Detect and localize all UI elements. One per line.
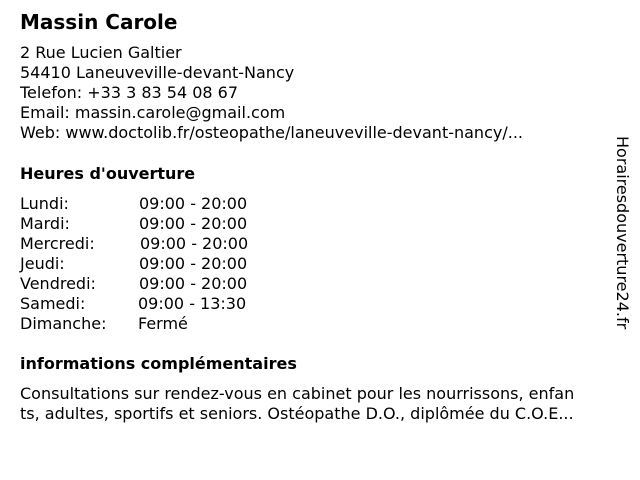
day-label: Lundi: [20,194,69,213]
info-line: Consultations sur rendez-vous en cabinet pour les nourrissons, enfan [20,384,575,403]
day-label: Vendredi: [20,274,96,293]
info-line: ts, adultes, sportifs et seniors. Ostéopathe D.O., diplômée du C.O.E... [20,404,574,423]
day-label: Dimanche: [20,314,107,333]
business-name: Massin Carole [20,10,178,34]
day-hours: 09:00 - 20:00 [139,214,248,233]
day-hours: 09:00 - 20:00 [139,254,248,273]
day-label: Jeudi: [20,254,65,273]
day-hours: Fermé [138,314,188,333]
day-label: Mardi: [20,214,70,233]
day-hours: 09:00 - 20:00 [140,234,249,253]
city-address: 54410 Laneuveville-devant-Nancy [20,63,295,82]
day-label: Samedi: [20,294,86,313]
contact-block [20,43,523,143]
phone-line: Telefon: +33 3 83 54 08 67 [20,83,239,102]
street-address: 2 Rue Lucien Galtier [20,43,182,62]
day-label: Mercredi: [20,234,95,253]
day-hours: 09:00 - 13:30 [138,294,247,313]
site-watermark: Horairesdouverture24.fr [613,136,632,330]
day-hours: 09:00 - 20:00 [139,194,248,213]
additional-info-text [20,384,634,424]
email-line: Email: massin.carole@gmail.com [20,103,286,122]
opening-hours-heading: Heures d'ouverture [20,164,196,183]
additional-info-heading: informations complémentaires [20,354,297,373]
day-hours: 09:00 - 20:00 [139,274,248,293]
web-line: Web: www.doctolib.fr/osteopathe/laneuveville-devant-nancy/... [20,123,523,142]
